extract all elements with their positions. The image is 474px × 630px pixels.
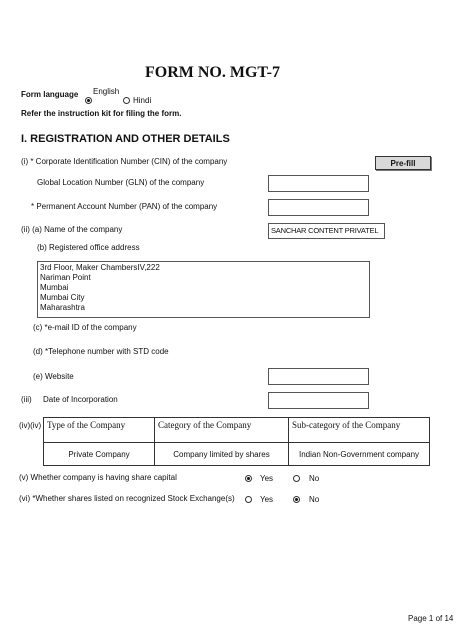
form-title: FORM NO. MGT-7 [145, 64, 280, 81]
company-name-input[interactable]: SANCHAR CONTENT PRIVATEL [268, 223, 385, 239]
company-type-number: (iv)(iv) [19, 421, 42, 430]
website-label: (e) Website [33, 372, 74, 381]
gln-input[interactable] [268, 175, 369, 192]
prefill-button[interactable]: Pre-fill [375, 156, 431, 170]
telephone-label: (d) *Telephone number with STD code [33, 347, 169, 356]
incorporation-date-input[interactable] [268, 392, 369, 409]
pan-input[interactable] [268, 199, 369, 216]
instruction-text: Refer the instruction kit for filing the form. [21, 109, 182, 118]
gln-label: Global Location Number (GLN) of the company [37, 178, 205, 187]
share-capital-yes-label: Yes [260, 474, 274, 483]
company-category-value: Company limited by shares [155, 443, 289, 466]
hindi-radio[interactable] [123, 97, 130, 104]
address-line: Maharashtra [40, 303, 85, 312]
cin-label: (i) * Corporate Identification Number (CIN) of the company [21, 157, 228, 166]
table-row [44, 443, 430, 466]
hindi-label: Hindi [133, 96, 152, 105]
header-type: Type of the Company [44, 418, 155, 443]
company-type-value: Private Company [44, 443, 155, 466]
email-label: (c) *e-mail ID of the company [33, 323, 137, 332]
listed-no-label: No [309, 495, 320, 504]
section-heading: I. REGISTRATION AND OTHER DETAILS [21, 133, 230, 145]
page-number: Page 1 of 14 [408, 614, 454, 623]
address-line: Mumbai City [40, 293, 85, 302]
website-input[interactable] [268, 368, 369, 385]
incorporation-number: (iii) [21, 395, 32, 404]
header-subcategory: Sub-category of the Company [289, 418, 430, 443]
office-address-label: (b) Registered office address [37, 243, 140, 252]
address-line: 3rd Floor, Maker ChambersIV,222 [40, 263, 160, 272]
table-header-row [44, 418, 430, 443]
listed-label: (vi) *Whether shares listed on recognized Stock Exchange(s) [19, 494, 235, 503]
share-capital-label: (v) Whether company is having share capital [19, 473, 177, 482]
listed-yes-label: Yes [260, 495, 274, 504]
office-address-input[interactable] [37, 261, 370, 318]
company-type-table [43, 417, 430, 466]
pan-label: * Permanent Account Number (PAN) of the company [31, 202, 218, 211]
share-capital-yes-radio[interactable] [245, 475, 252, 482]
company-name-label: (ii) (a) Name of the company [21, 225, 123, 234]
address-line: Mumbai [40, 283, 69, 292]
address-line: Nariman Point [40, 273, 91, 282]
share-capital-no-label: No [309, 474, 320, 483]
listed-yes-radio[interactable] [245, 496, 252, 503]
header-category: Category of the Company [155, 418, 289, 443]
english-radio[interactable] [85, 97, 92, 104]
form-language-label: Form language [21, 90, 79, 99]
english-label: English [93, 87, 120, 96]
incorporation-label: Date of Incorporation [43, 395, 118, 404]
share-capital-no-radio[interactable] [293, 475, 300, 482]
listed-no-radio[interactable] [293, 496, 300, 503]
company-subcategory-value: Indian Non-Government company [289, 443, 430, 466]
